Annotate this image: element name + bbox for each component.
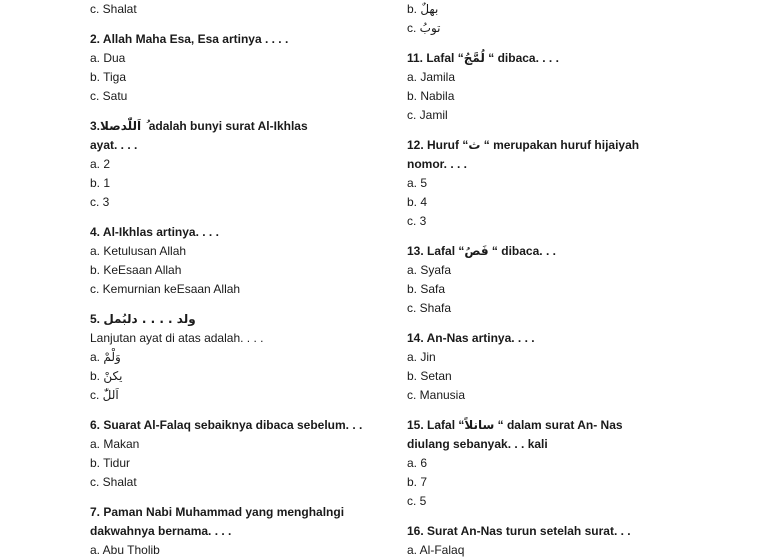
option-5c bbox=[90, 386, 420, 405]
question-13-number: 13. Lafal “ bbox=[407, 244, 465, 258]
question-12-line2: nomor. . . . bbox=[407, 157, 468, 171]
option-10c-label: c. bbox=[407, 21, 420, 35]
option-10c bbox=[407, 19, 737, 38]
option-10b-label: b. bbox=[407, 2, 421, 16]
left-column bbox=[90, 0, 420, 560]
question-15-number: 15. Lafal “ bbox=[407, 418, 465, 432]
question-2: 2. Allah Maha Esa, Esa artinya . . . . bbox=[90, 32, 289, 46]
option-13a: a. Syafa bbox=[407, 263, 452, 277]
option-1c: c. Shalat bbox=[90, 2, 137, 16]
question-11 bbox=[407, 49, 737, 68]
option-14a: a. Jin bbox=[407, 350, 436, 364]
question-14: 14. An-Nas artinya. . . . bbox=[407, 331, 535, 345]
option-3c: c. 3 bbox=[90, 195, 110, 209]
option-11b: b. Nabila bbox=[407, 89, 455, 103]
question-3-arabic: ُ اَللّٰدصلا bbox=[100, 119, 146, 133]
option-5a bbox=[90, 348, 420, 367]
option-7a: a. Abu Tholib bbox=[90, 543, 160, 557]
option-5c-arabic: اَللّٰ bbox=[102, 388, 119, 402]
option-6c: c. Shalat bbox=[90, 475, 137, 489]
option-2b: b. Tiga bbox=[90, 70, 127, 84]
question-15-text: “ dalam surat An- Nas bbox=[494, 418, 623, 432]
question-16: 16. Surat An-Nas turun setelah surat. . . bbox=[407, 524, 631, 538]
option-10b-arabic: بهلٌ bbox=[420, 2, 439, 16]
question-5-line2: Lanjutan ayat di atas adalah. . . . bbox=[90, 331, 264, 345]
question-11-text: “ dibaca. . . . bbox=[484, 51, 559, 65]
question-11-number: 11. Lafal “ bbox=[407, 51, 464, 65]
question-5-number: 5. bbox=[90, 312, 104, 326]
question-15-line2: diulang sebanyak. . . kali bbox=[407, 437, 548, 451]
option-12b: b. 4 bbox=[407, 195, 428, 209]
option-11a: a. Jamila bbox=[407, 70, 456, 84]
option-15b: b. 7 bbox=[407, 475, 428, 489]
option-10c-arabic: توبُ bbox=[419, 21, 441, 35]
question-13 bbox=[407, 242, 737, 261]
option-4b: b. KeEsaan Allah bbox=[90, 263, 182, 277]
option-5b-label: b. bbox=[90, 369, 104, 383]
option-13b: b. Safa bbox=[407, 282, 446, 296]
option-4c: c. Kemurnian keEsaan Allah bbox=[90, 282, 241, 296]
option-6b: b. Tidur bbox=[90, 456, 131, 470]
question-3-text: adalah bunyi surat Al-Ikhlas bbox=[145, 119, 308, 133]
option-5a-label: a. bbox=[90, 350, 104, 364]
question-11-arabic: لُمَّجُ bbox=[463, 51, 485, 65]
option-14b: b. Setan bbox=[407, 369, 452, 383]
option-2a: a. Dua bbox=[90, 51, 126, 65]
question-12 bbox=[407, 136, 737, 155]
question-5 bbox=[90, 310, 420, 329]
question-7: 7. Paman Nabi Muhammad yang menghalngi bbox=[90, 505, 345, 519]
question-15-arabic: سانلاً bbox=[464, 418, 495, 432]
option-15c: c. 5 bbox=[407, 494, 427, 508]
option-12c: c. 3 bbox=[407, 214, 427, 228]
option-10b bbox=[407, 0, 737, 19]
option-6a: a. Makan bbox=[90, 437, 140, 451]
question-5-arabic: ولد . . . . دلبُمل bbox=[103, 312, 196, 326]
question-13-arabic: فَصُ bbox=[464, 244, 489, 258]
question-13-text: “ dibaca. . . bbox=[488, 244, 556, 258]
question-6: 6. Suarat Al-Falaq sebaiknya dibaca sebelum. . . bbox=[90, 418, 363, 432]
question-12-number: 12. Huruf “ bbox=[407, 138, 469, 152]
question-12-text: “ merupakan huruf hijaiyah bbox=[480, 138, 640, 152]
question-4: 4. Al-Ikhlas artinya. . . . bbox=[90, 225, 219, 239]
option-11c: c. Jamil bbox=[407, 108, 448, 122]
question-3 bbox=[90, 117, 420, 136]
option-5b-arabic: يكنْ bbox=[103, 369, 123, 383]
option-5a-arabic: وَلْمْ bbox=[103, 350, 121, 364]
option-14c: c. Manusia bbox=[407, 388, 466, 402]
question-3-number: 3. bbox=[90, 119, 101, 133]
option-13c: c. Shafa bbox=[407, 301, 452, 315]
option-12a: a. 5 bbox=[407, 176, 428, 190]
option-16a: a. Al-Falaq bbox=[407, 543, 465, 557]
question-7-line2: dakwahnya bernama. . . . bbox=[90, 524, 232, 538]
option-5c-label: c. bbox=[90, 388, 103, 402]
option-2c: c. Satu bbox=[90, 89, 128, 103]
question-12-arabic: ث bbox=[468, 138, 481, 152]
option-3b: b. 1 bbox=[90, 176, 111, 190]
option-3a: a. 2 bbox=[90, 157, 111, 171]
right-column bbox=[407, 0, 737, 560]
question-15 bbox=[407, 416, 737, 435]
option-15a: a. 6 bbox=[407, 456, 428, 470]
question-3-line2: ayat. . . . bbox=[90, 138, 138, 152]
option-4a: a. Ketulusan Allah bbox=[90, 244, 187, 258]
option-5b bbox=[90, 367, 420, 386]
